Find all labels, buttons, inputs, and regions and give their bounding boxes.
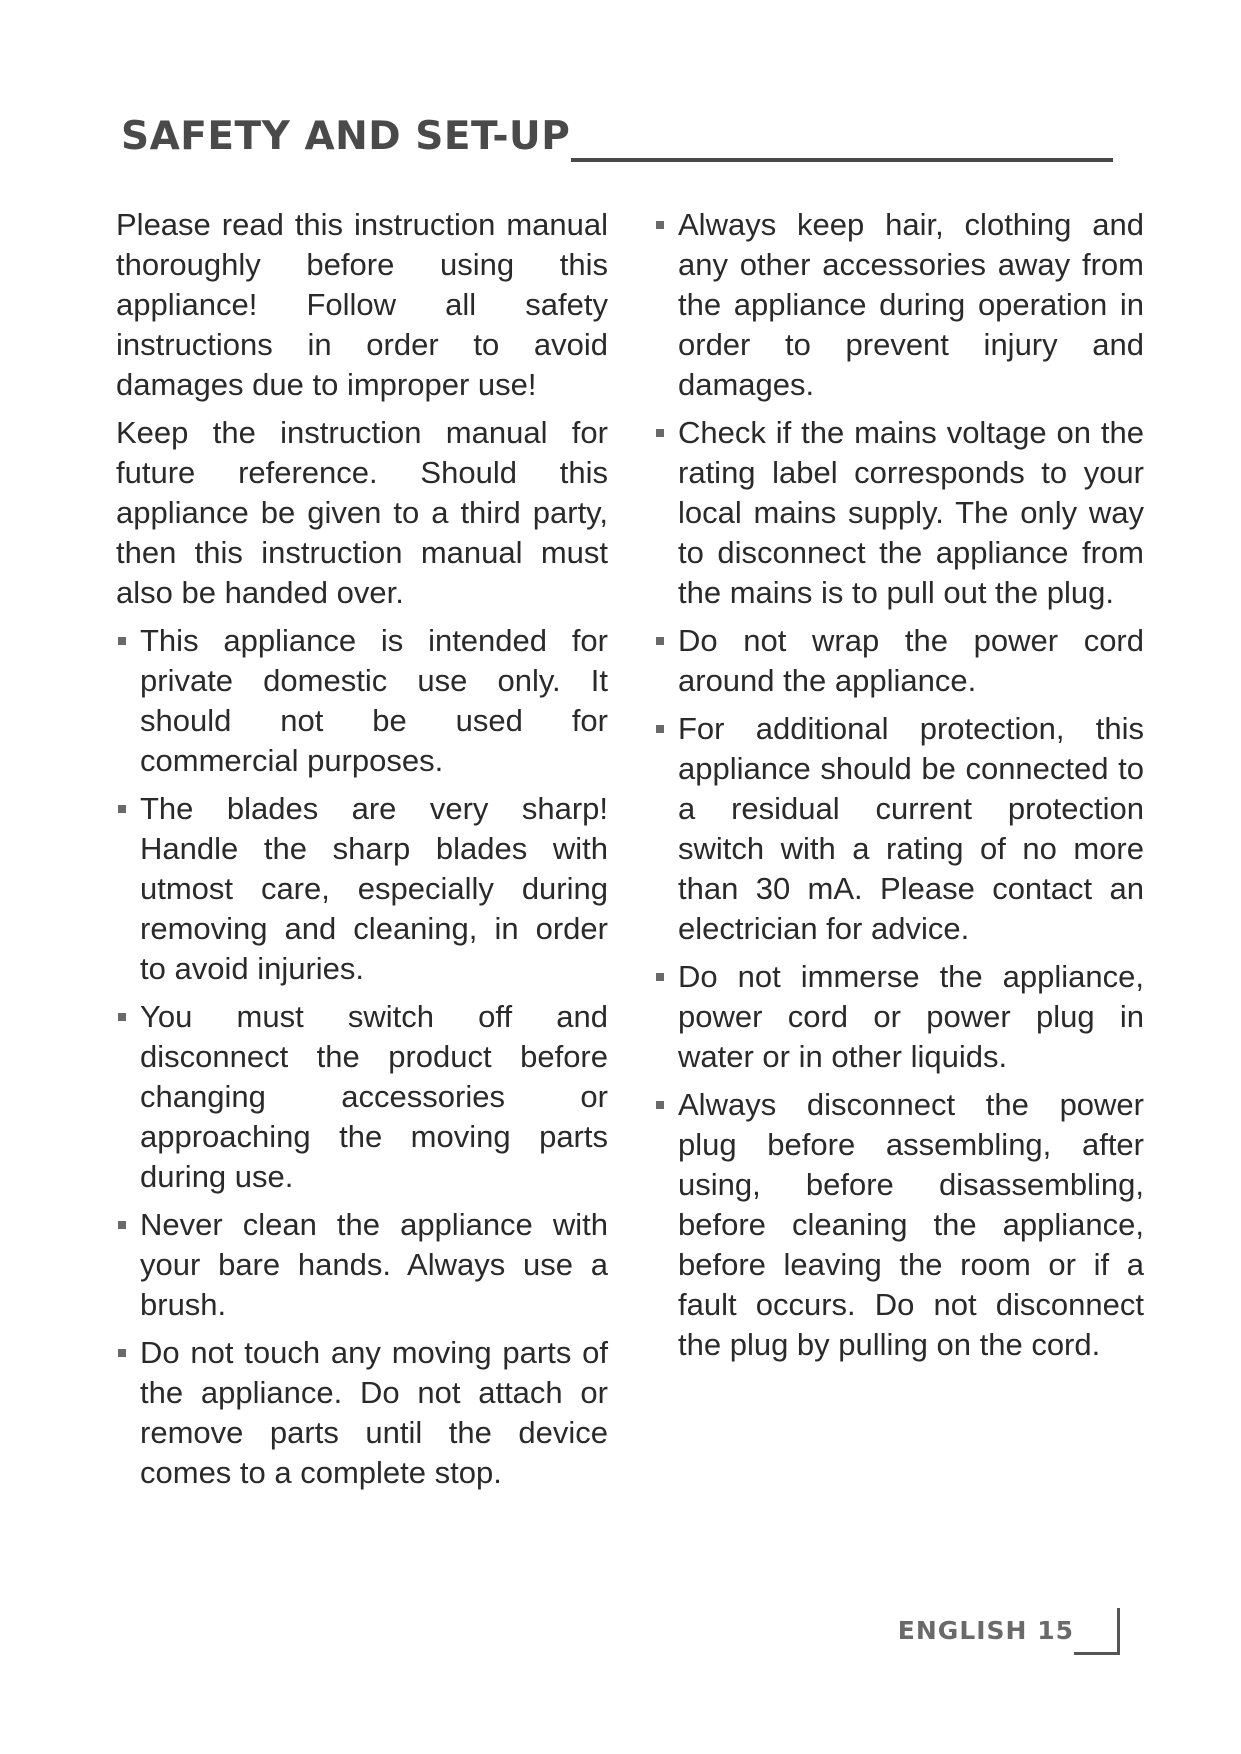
bullet-text: Always disconnect the power plug before assembling, after using, before disassembling, before cleaning the appliance, before leaving the room or if a fault occurs. Do not disconnect the plug by pulling on the cord. [678,1087,1144,1362]
list-item [116,789,608,989]
bullet-square-icon [656,221,664,229]
bullet-text: Always keep hair, clothing and any other accessories away from the appliance during operation in order to prevent injury and damages. [678,207,1144,402]
section-title: SAFETY AND SET-UP [121,114,571,159]
right-column [654,205,1144,1373]
bullet-text: Never clean the appliance with your bare hands. Always use a brush. [140,1207,608,1322]
bullet-text: Do not immerse the appliance, power cord or power plug in water or in other liquids. [678,959,1144,1074]
bullet-text: This appliance is intended for private domestic use only. It should not be used for commercial purposes. [140,623,608,778]
footer-language: ENGLISH [897,1616,1028,1645]
footer-corner-vertical [1117,1608,1120,1654]
bullet-text: Do not wrap the power cord around the appliance. [678,623,1144,698]
bullet-text: The blades are very sharp! Handle the sharp blades with utmost care, especially during removing and cleaning, in order to avoid injuries. [140,791,608,986]
bullet-square-icon [656,637,664,645]
bullet-square-icon [118,637,126,645]
bullet-text: Do not touch any moving parts of the appliance. Do not attach or remove parts until the device comes to a complete stop. [140,1335,608,1490]
bullet-square-icon [118,1349,126,1357]
list-item [654,957,1144,1077]
list-item [654,413,1144,613]
list-item [116,621,608,781]
intro-paragraph: Please read this instruction manual thoroughly before using this appliance! Follow all safety instructions in order to avoid damages due to improper use! [116,207,608,402]
list-item [654,205,1144,405]
list-item [116,1333,608,1493]
bullet-square-icon [118,1221,126,1229]
bullet-square-icon [118,805,126,813]
list-item [654,709,1144,949]
footer-corner-horizontal [1074,1652,1120,1655]
bullet-square-icon [656,973,664,981]
footer-label [898,1616,1074,1645]
list-item [654,621,1144,701]
left-bullet-list [116,621,608,1493]
keep-manual-paragraph: Keep the instruction manual for future reference. Should this appliance be given to a third party, then this instruction manual must also be handed over. [116,415,608,610]
bullet-square-icon [656,429,664,437]
page-footer [897,1608,1120,1658]
list-item [116,1205,608,1325]
right-bullet-list [654,205,1144,1365]
bullet-square-icon [656,725,664,733]
bullet-text: For additional protection, this appliance should be connected to a residual current protection switch with a rating of no more than 30 mA. Please contact an electrician for advice. [678,711,1144,946]
bullet-square-icon [656,1101,664,1109]
bullet-text: Check if the mains voltage on the rating label corresponds to your local mains supply. The only way to disconnect the appliance from the mains is to pull out the plug. [678,415,1144,610]
list-item [116,997,608,1197]
bullet-text: You must switch off and disconnect the product before changing accessories or approaching the moving parts during use. [140,999,608,1194]
page-number: 15 [1037,1616,1074,1645]
left-column [116,205,608,1501]
bullet-square-icon [118,1013,126,1021]
page-header [121,112,1113,172]
list-item [654,1085,1144,1365]
header-rule [571,158,1113,162]
